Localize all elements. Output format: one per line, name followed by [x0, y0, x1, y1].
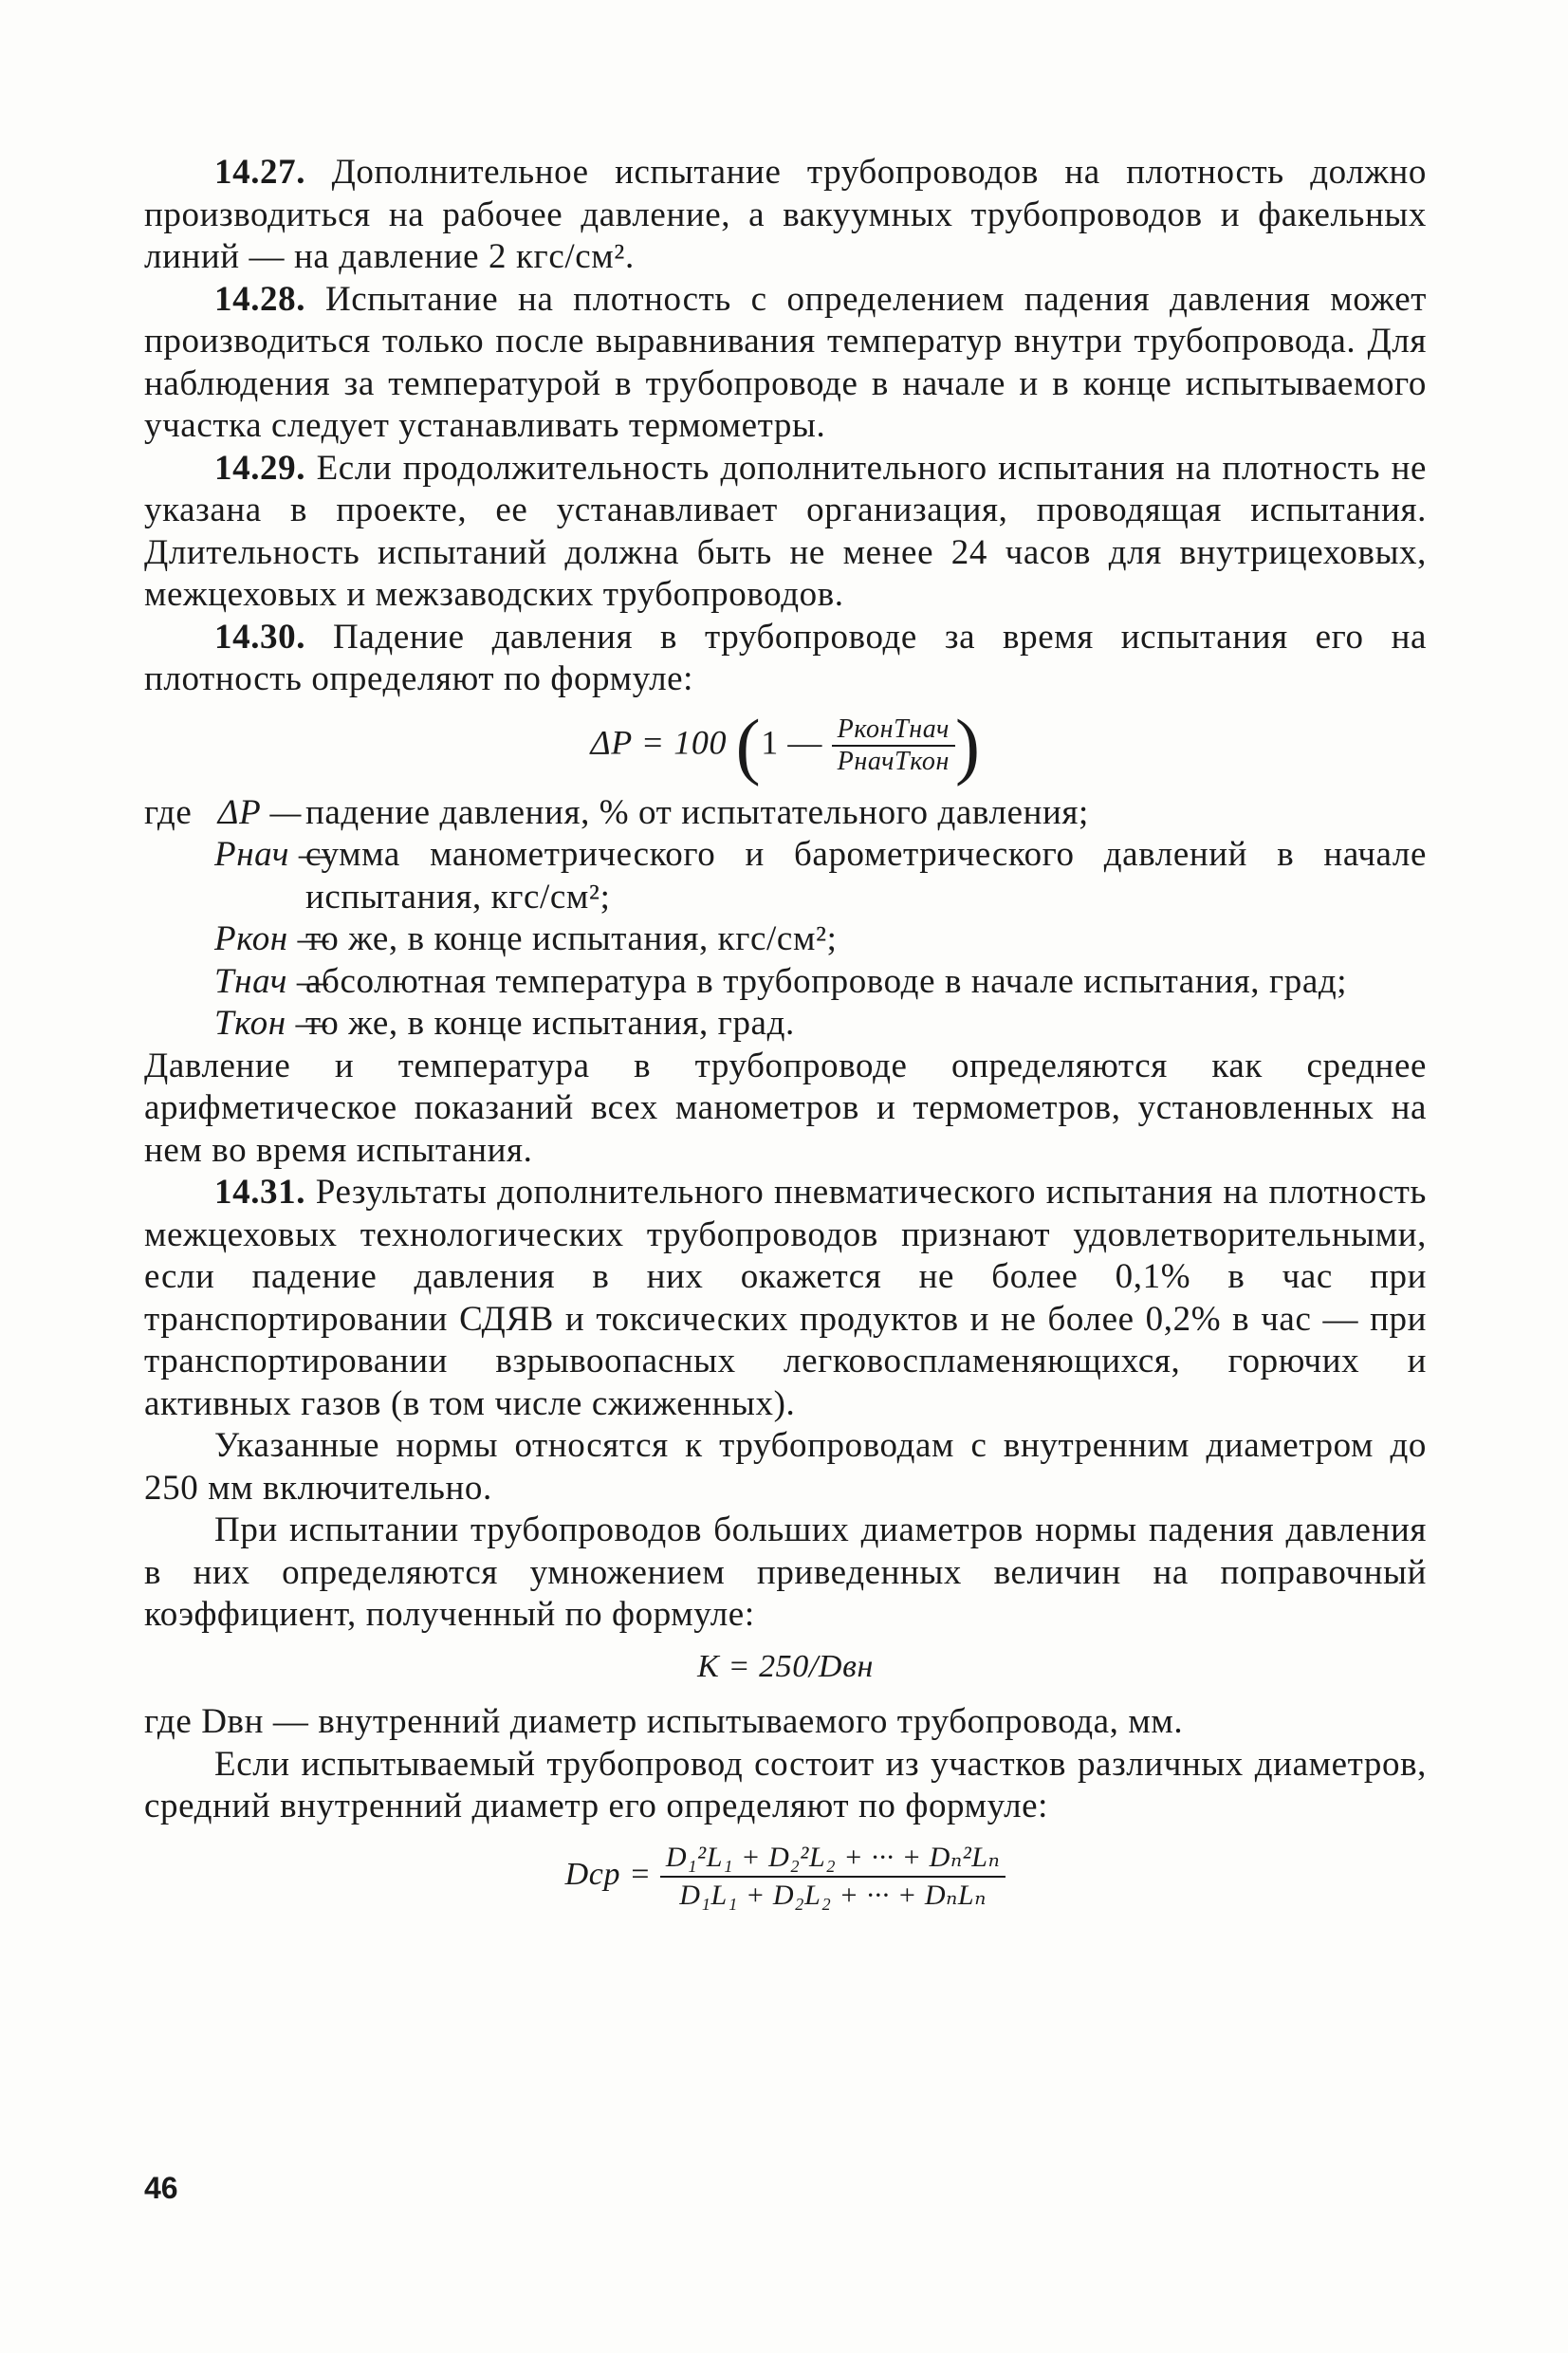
paragraph-text: Если продолжительность дополнительного испытания на плотность не указана в проекте, ее устанавливает организация, проводящая испытания. Длительность испытаний должна быть не менее 24 часов для внутрицеховых, межцеховых и межзаводских трубопроводов.: [144, 448, 1427, 614]
paragraph-14-29: [144, 448, 1427, 617]
paragraph-14-28: [144, 279, 1427, 448]
paragraph-large-diameters: При испытании трубопроводов больших диаметров нормы падения давления в них определяются умножением приведенных величин на поправочный коэффициент, полученный по формуле:: [144, 1510, 1427, 1634]
paragraph-14-27: [144, 152, 1427, 279]
paragraph-dvn-definition: где Dвн — внутренний диаметр испытываемого трубопровода, мм.: [144, 1702, 1184, 1741]
fraction-denominator: PначTкон: [837, 746, 950, 776]
definition-row: [144, 961, 1427, 1004]
paragraph-pressure-temperature: Давление и температура в трубопроводе определяются как среднее арифметическое показаний всех манометров и термометров, установленных на нем во время испытания.: [144, 1046, 1427, 1170]
formula-fraction: [660, 1840, 1006, 1914]
section-number: 14.30.: [214, 617, 306, 657]
definition-row: [144, 918, 1427, 961]
definition-text: падение давления, % от испытательного давления;: [305, 792, 1089, 832]
definition-row: [144, 834, 1427, 918]
formula-fraction: [832, 714, 955, 777]
formula-one-minus: 1 —: [761, 722, 823, 761]
paragraph-norms: Указанные нормы относятся к трубопроводам с внутренним диаметром до 250 мм включительно.: [144, 1426, 1427, 1508]
paragraph-sections: Если испытываемый трубопровод состоит из участков различных диаметров, средний внутренний диаметр его определяют по формуле:: [144, 1744, 1427, 1825]
formula-lhs: Dср =: [564, 1856, 652, 1892]
fraction-denominator: D₁L₁ + D₂L₂ + ··· + DₙLₙ: [679, 1879, 987, 1911]
open-paren: (: [735, 703, 762, 787]
formula-lhs: ΔP = 100: [590, 722, 728, 761]
section-number: 14.28.: [214, 279, 306, 319]
definition-text: то же, в конце испытания, град.: [305, 1004, 795, 1043]
definition-text: абсолютная температура в трубопроводе в начале испытания, град;: [305, 961, 1348, 1001]
formula-correction-coefficient: K = 250/Dвн: [697, 1648, 874, 1684]
body-text: [144, 152, 1427, 1914]
definition-row: [144, 1003, 1427, 1046]
paragraph-text: Падение давления в трубопроводе за время испытания его на плотность определяют по формуле:: [144, 617, 1427, 698]
fraction-numerator: D₁²L₁ + D₂²L₂ + ··· + Dₙ²Lₙ: [660, 1840, 1006, 1878]
paragraph-text: Испытание на плотность с определением падения давления может производиться только после выравнивания температур внутри трубопровода. Для наблюдения за температурой в трубопроводе в начале и в конце испытываемого участка следует устанавливать термометры.: [144, 279, 1427, 445]
definition-symbol: Pкон —: [214, 919, 330, 958]
definition-text: сумма манометрического и барометрического давлений в начале испытания, кгс/см²;: [305, 835, 1427, 917]
section-number: 14.27.: [214, 153, 306, 192]
paragraph-text: Результаты дополнительного пневматического испытания на плотность межцеховых технологических трубопроводов признают удовлетворительными, если падение давления в них окажется не более 0,1% в час при транспортировании СДЯВ и токсических продуктов и не более 0,2% в час — при транспортировании взрывоопасных легковоспламеняющихся, горючих и активных газов (в том числе сжиженных).: [144, 1173, 1427, 1423]
section-number: 14.31.: [214, 1173, 306, 1212]
definition-symbol: Tнач —: [214, 961, 329, 1001]
definition-text: то же, в конце испытания, кгс/см²;: [305, 919, 838, 958]
formula-average-diameter: [144, 1840, 1427, 1914]
variable-definitions: [144, 792, 1427, 1046]
paragraph-14-30: [144, 617, 1427, 701]
definition-row: [144, 792, 1427, 835]
paragraph-text: Дополнительное испытание трубопроводов на плотность должно производиться на рабочее давление, а вакуумных трубопроводов и факельных линий — на давление 2 кгс/см².: [144, 153, 1427, 276]
paragraph-14-31: [144, 1172, 1427, 1425]
page-number: 46: [144, 2171, 178, 2205]
formula-pressure-drop: [144, 703, 1427, 787]
fraction-numerator: PконTнач: [832, 714, 955, 747]
close-paren: ): [954, 703, 981, 787]
section-number: 14.29.: [214, 448, 306, 488]
where-label: где: [144, 792, 193, 832]
definition-symbol: Tкон —: [214, 1004, 328, 1043]
definition-symbol: ΔP —: [217, 792, 302, 832]
definition-symbol: Pнач —: [214, 835, 331, 874]
